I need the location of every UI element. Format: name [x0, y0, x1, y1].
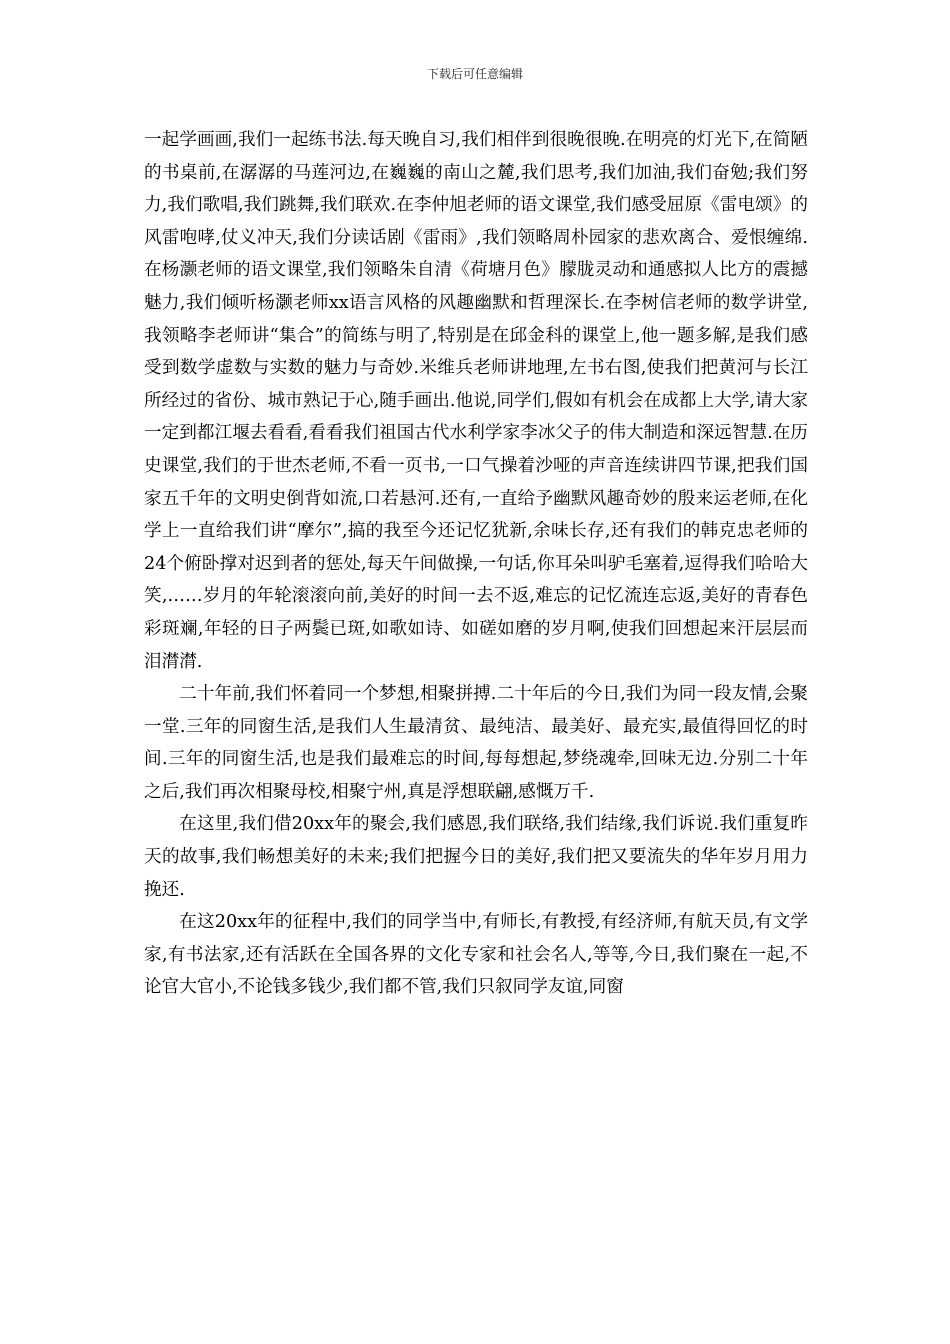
paragraph-1: 一起学画画,我们一起练书法.每天晚自习,我们相伴到很晚很晚.在明亮的灯光下,在简陋的书桌前,在潺潺的马莲河边,在巍巍的南山之麓,我们思考,我们加油,我们奋勉;我们努力,我们歌唱,我们跳舞,我们联欢.在李仲旭老师的语文课堂,我们感受屈原《雷电颂》的风雷咆哮,仗义冲天,我们分读话剧《雷雨》,我们领略周朴园家的悲欢离合、爱恨缠绵.在杨灏老师的语文课堂,我们领略朱自清《荷塘月色》朦胧灵动和通感拟人比方的震撼魅力,我们倾听杨灏老师xx语言风格的风趣幽默和哲理深长.在李树信老师的数学讲堂,我领略李老师讲“集合”的简练与明了,特别是在邱金科的课堂上,他一题多解,是我们感受到数学虚数与实数的魅力与奇妙.米维兵老师讲地理,左书右图,使我们把黄河与长江所经过的省份、城市熟记于心,随手画出.他说,同学们,假如有机会在成都上大学,请大家一定到都江堰去看看,看看我们祖国古代水利学家李冰父子的伟大制造和深远智慧.在历史课堂,我们的于世杰老师,不看一页书,一口气操着沙哑的声音连续讲四节课,把我们国家五千年的文明史倒背如流,口若悬河.还有,一直给予幽默风趣奇妙的殷来运老师,在化学上一直给我们讲“摩尔”,搞的我至今还记忆犹新,余味长存,还有我们的韩克忠老师的24个俯卧撑对迟到者的惩处,每天午间做操,一句话,你耳朵叫驴毛塞着,逗得我们哈哈大笑,……岁月的年轮滚滚向前,美好的时间一去不返,难忘的记忆流连忘返,美好的青春色彩斑斓,年轻的日子两鬓已斑,如歌如诗、如磋如磨的岁月啊,使我们回想起来汗层层而泪潸潸. [144, 130, 808, 672]
paragraph-4: 在这20xx年的征程中,我们的同学当中,有师长,有教授,有经济师,有航天员,有文学家,有书法家,还有活跃在全国各界的文化专家和社会名人,等等,今日,我们聚在一起,不论官大官小,不论钱多钱少,我们都不管,我们只叙同学友谊,同窗 [144, 912, 808, 998]
page-header: 下载后可任意编辑 [426, 67, 523, 81]
document-body [144, 124, 808, 1004]
paragraph-2: 二十年前,我们怀着同一个梦想,相聚拼搏.二十年后的今日,我们为同一段友情,会聚一堂.三年的同窗生活,是我们人生最清贫、最纯洁、最美好、最充实,最值得回忆的时间.三年的同窗生活,也是我们最难忘的时间,每每想起,梦绕魂牵,回味无边.分别二十年之后,我们再次相聚母校,相聚宁州,真是浮想联翩,感慨万千. [144, 684, 808, 802]
paragraph-3: 在这里,我们借20xx年的聚会,我们感恩,我们联络,我们结缘,我们诉说.我们重复昨天的故事,我们畅想美好的未来;我们把握今日的美好,我们把又要流失的华年岁月用力挽还. [144, 814, 808, 900]
